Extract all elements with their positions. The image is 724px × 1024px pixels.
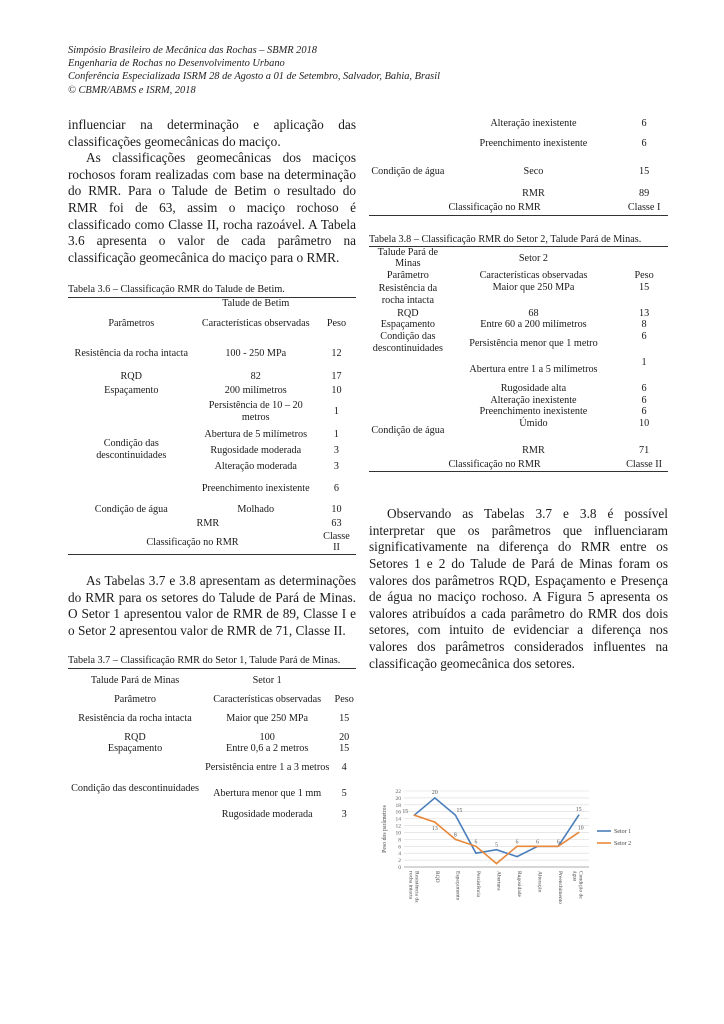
- table-cell: 100 - 250 MPa: [225, 348, 287, 360]
- table-3-8: [369, 246, 668, 473]
- table-cell: Abertura entre 1 a 5 milímetros: [469, 364, 598, 376]
- x-tick-label: Resistência darocha intacta: [407, 871, 420, 903]
- x-tick-label: RQD: [433, 871, 440, 883]
- table-caption: Tabela 3.8 – Classificação RMR do Setor 2, Talude Pará de Minas.: [369, 233, 642, 245]
- data-label: 10: [577, 825, 584, 832]
- legend-entry: Setor 1: [614, 829, 632, 835]
- table-cell: 200 milímetros: [224, 385, 287, 397]
- table-cell: Rugosidade moderada: [221, 808, 313, 820]
- col-header: Peso: [634, 270, 654, 282]
- x-tick-label: Espaçamento: [454, 871, 461, 901]
- table-cell: 1: [333, 428, 339, 440]
- table-cell: Classe II: [317, 531, 356, 555]
- table-cell: RQD: [397, 307, 419, 319]
- col-header: Características observadas: [201, 318, 310, 330]
- table-title: Talude de Betim: [195, 297, 317, 309]
- table-cell: Classificação no RMR: [369, 201, 620, 215]
- data-label: 13: [431, 826, 438, 833]
- table-cell: 12: [331, 348, 342, 360]
- table-cell: 6: [641, 330, 647, 342]
- col-header: Parâmetros: [108, 318, 155, 330]
- table-cell: Resistência da rocha intacta: [78, 712, 192, 724]
- data-point: [537, 845, 539, 847]
- data-point: [434, 821, 436, 823]
- col-header: Setor 2: [447, 246, 620, 270]
- col-header: Parâmetro: [114, 694, 156, 705]
- table-cell: Classe I: [620, 201, 668, 215]
- col-header: Características observadas: [479, 270, 588, 282]
- header-line: Conferência Especializada ISRM 28 de Agosto a 01 de Setembro, Salvador, Bahia, Brasil: [68, 71, 440, 83]
- y-tick-label: 14: [395, 816, 401, 823]
- table-cell: 10: [331, 385, 342, 397]
- header-line: Engenharia de Rochas no Desenvolvimento Urbano: [68, 58, 285, 70]
- data-point: [516, 856, 518, 858]
- table-3-7: [68, 668, 356, 823]
- table-cell: Alteração moderada: [214, 460, 297, 472]
- table-cell: 15: [638, 166, 650, 178]
- col-header: Setor 1: [202, 668, 332, 694]
- table-cell: RMR: [522, 188, 545, 200]
- table-cell: Persistência menor que 1 metro: [469, 338, 598, 350]
- table-cell: 5: [341, 787, 347, 799]
- y-tick-label: 8: [398, 837, 401, 844]
- table-cell: 4: [341, 761, 347, 773]
- data-label: 6: [515, 839, 519, 846]
- y-tick-label: 16: [395, 809, 401, 816]
- paragraph: Observando as Tabelas 3.7 e 3.8 é possível interpretar que os parâmetros que influenciaram significativamente na diferença do RMR entre os Setores 1 e 2 do Talude de Pará de Minas foram os valores dos parâmetros RQD, Espaçamento e Presença de água no maciço rochoso. A Figura 5 apresenta os valores atribuídos a cada parâmetro do RMR dos dois setores, com intuito de evidenciar a diferença nos valores dos parâmetros considerados influentes na classificação geomecânica dos setores.: [369, 506, 668, 671]
- table-cell: 15: [638, 281, 650, 293]
- x-tick-label: Alteração: [536, 871, 543, 893]
- table-cell: 15: [339, 743, 350, 755]
- table-cell: Seco: [523, 166, 544, 178]
- y-tick-label: 10: [395, 830, 401, 837]
- data-point: [496, 863, 498, 865]
- paragraph: As Tabelas 3.7 e 3.8 apresentam as determinações do RMR para os setores do Talude de Pará de Minas. O Setor 1 apresentou valor de RMR de 89, Classe I e o Setor 2 apresentou valor de RMR de 71, Classe II.: [68, 572, 356, 638]
- table-cell: Rugosidade moderada: [210, 444, 302, 456]
- table-caption: Tabela 3.6 – Classificação RMR do Talude de Betim.: [68, 284, 285, 296]
- table-cell: RQD: [120, 371, 143, 383]
- table-cell: 1: [333, 405, 339, 417]
- data-point: [557, 845, 559, 847]
- table-cell: 6: [641, 382, 647, 394]
- left-column: [68, 117, 356, 823]
- table-cell: Resistência da rocha intacta: [74, 348, 188, 360]
- table-cell: Abertura de 5 milímetros: [204, 428, 308, 440]
- table-cell: Abertura menor que 1 mm: [213, 787, 322, 799]
- table-cell: 10: [638, 417, 650, 429]
- table-cell: Persistência entre 1 a 3 metros: [205, 761, 330, 773]
- legend-entry: Setor 2: [614, 841, 632, 847]
- table-cell: 13: [638, 307, 650, 319]
- y-tick-label: 12: [395, 823, 401, 830]
- table-cell: 100: [259, 731, 275, 743]
- col-header: Peso: [326, 318, 347, 330]
- table-cell: 6: [641, 118, 647, 130]
- data-label: 15: [575, 807, 582, 814]
- table-cell: Maior que 250 MPa: [226, 712, 309, 724]
- col-header: Características observadas: [213, 694, 322, 705]
- table-cell: 3: [333, 460, 339, 472]
- y-tick-label: 20: [395, 795, 401, 802]
- table-cell: Entre 60 a 200 milímetros: [480, 319, 587, 331]
- data-point: [475, 852, 477, 854]
- table-3-7-continued: [369, 117, 668, 216]
- data-label: 15: [456, 808, 463, 815]
- table-cell: Condição de água: [94, 503, 168, 515]
- table-cell: Rugosidade alta: [500, 382, 567, 394]
- table-3-6: [68, 297, 356, 555]
- table-cell: Úmido: [519, 417, 548, 429]
- data-label: 6: [556, 839, 560, 846]
- table-cell: Condição das descontinuidades: [372, 330, 443, 354]
- table-cell: Preenchimento inexistente: [201, 482, 310, 494]
- table-cell: Condição das descontinuidades: [96, 438, 167, 461]
- data-point: [578, 832, 580, 834]
- table-cell: RMR: [196, 517, 220, 529]
- table-cell: Classe II: [620, 458, 668, 472]
- y-axis-label: Peso dos parâmetros: [382, 805, 388, 853]
- x-tick-label: Condição deágua: [571, 871, 584, 899]
- y-tick-label: 6: [398, 844, 401, 851]
- header-line: Simpósio Brasileiro de Mecânica das Rochas – SBMR 2018: [68, 45, 317, 56]
- col-header: Peso: [334, 694, 354, 705]
- data-label: 20: [431, 789, 438, 796]
- data-point: [496, 849, 498, 851]
- data-point: [578, 814, 580, 816]
- data-label: 6: [536, 839, 540, 846]
- table-cell: 20: [339, 731, 350, 743]
- table-cell: 10: [331, 503, 342, 515]
- table-cell: Persistência de 10 – 20 metros: [208, 400, 303, 423]
- data-point: [516, 845, 518, 847]
- line-chart: [374, 785, 674, 925]
- table-cell: 82: [250, 371, 261, 383]
- table-cell: 68: [528, 307, 539, 319]
- table-cell: 6: [333, 482, 339, 494]
- data-label: 6: [474, 839, 478, 846]
- data-point: [455, 814, 457, 816]
- col-header: Talude Pará de Minas: [369, 246, 447, 270]
- col-header: Parâmetro: [386, 270, 429, 282]
- table-cell: Espaçamento: [380, 319, 436, 331]
- table-cell: 17: [331, 371, 342, 383]
- table-cell: Espaçamento: [104, 385, 159, 397]
- data-point: [475, 845, 477, 847]
- x-tick-label: Abertura: [495, 871, 502, 891]
- data-point: [434, 797, 436, 799]
- paragraph: influenciar na determinação e aplicação das classificações geomecânicas do maciço.: [68, 117, 356, 149]
- table-cell: 6: [641, 394, 647, 406]
- table-cell: Alteração inexistente: [490, 394, 577, 406]
- table-cell: Condição de água: [371, 166, 445, 178]
- table-cell: Preenchimento inexistente: [479, 138, 588, 150]
- table-cell: Molhado: [237, 503, 275, 515]
- table-cell: 6: [641, 138, 647, 150]
- y-tick-label: 0: [398, 865, 401, 871]
- data-point: [413, 814, 415, 816]
- table-cell: Condição das descontinuidades: [71, 782, 199, 794]
- data-label: 15: [402, 809, 409, 816]
- right-column: [369, 117, 668, 672]
- table-caption: Tabela 3.7 – Classificação RMR do Setor 1, Talude Pará de Minas.: [68, 655, 341, 667]
- y-tick-label: 2: [398, 858, 401, 865]
- table-cell: 71: [638, 444, 650, 456]
- table-cell: Espaçamento: [107, 743, 163, 755]
- table-cell: 89: [638, 188, 650, 200]
- x-tick-label: Rugosidade: [516, 871, 523, 897]
- table-cell: 3: [341, 808, 347, 820]
- table-cell: Alteração inexistente: [490, 118, 577, 130]
- table-cell: 8: [641, 319, 647, 331]
- figure-5-chart: [374, 785, 674, 925]
- y-tick-label: 22: [395, 789, 401, 795]
- table-cell: Condição de água: [371, 424, 445, 436]
- table-cell: 1: [641, 356, 647, 368]
- table-cell: Classificação no RMR: [68, 531, 317, 555]
- table-cell: RMR: [522, 444, 545, 456]
- header-line: © CBMR/ABMS e ISRM, 2018: [68, 84, 196, 96]
- x-tick-label: Preenchimento: [557, 871, 564, 904]
- y-tick-label: 4: [398, 851, 401, 858]
- table-cell: Entre 0,6 a 2 metros: [226, 743, 309, 755]
- table-cell: RQD: [124, 731, 146, 743]
- data-point: [455, 839, 457, 841]
- x-tick-label: Persistência: [474, 871, 481, 898]
- col-header: Talude Pará de Minas: [68, 668, 202, 694]
- paragraph: As classificações geomecânicas dos maciços rochosos foram realizadas com base na determinação do RMR. Para o Talude de Betim o resultado do RMR foi de 63, assim o maciço rochoso é classificado como Classe II, rocha razoável. A Tabela 3.6 apresenta o valor de cada parâmetro na classificação geomecânica do maciço para o RMR.: [68, 150, 356, 265]
- table-cell: 63: [331, 517, 342, 529]
- table-cell: Preenchimento inexistente: [479, 406, 588, 418]
- data-label: 5: [495, 842, 498, 849]
- data-label: 8: [453, 832, 457, 839]
- table-cell: Maior que 250 MPa: [492, 281, 575, 293]
- y-tick-label: 18: [395, 802, 401, 809]
- table-cell: Classificação no RMR: [369, 458, 620, 472]
- table-cell: 6: [641, 406, 647, 418]
- table-cell: 3: [333, 444, 339, 456]
- table-cell: Resistência da rocha intacta: [378, 283, 438, 306]
- page-header: [68, 44, 668, 97]
- table-cell: 15: [339, 712, 350, 724]
